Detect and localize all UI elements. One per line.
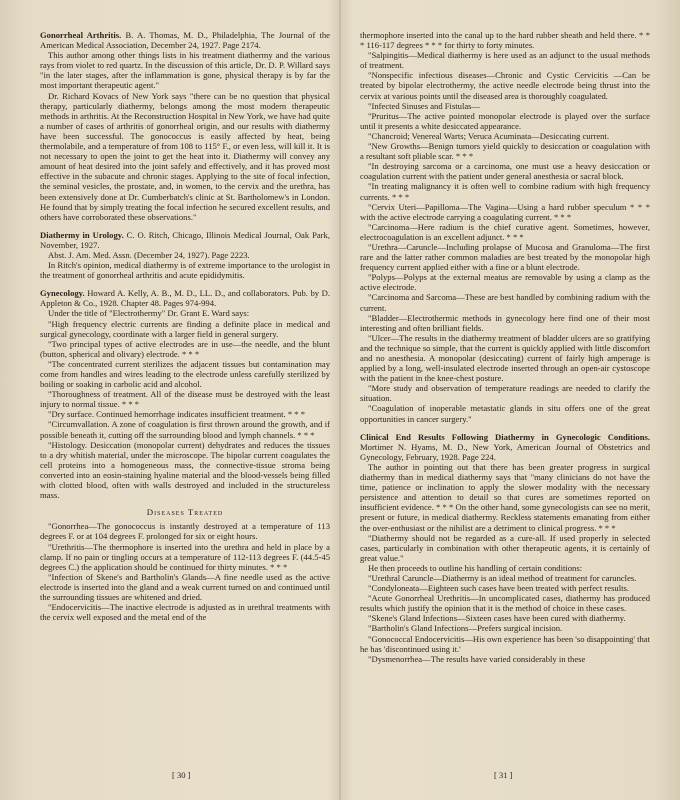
paragraph: The author in pointing out that there has been greater progress in surgical diathermy than in medical diathermy says that "many clinicians do not have the time, patience or inclination to apply the slower modality with the necessary persistence and attention to detail so that cures are sometimes reported on insufficient evidence. * * * On the other hand, some gynecologists can see no merit, present or future, in medical diathermy. Reckless statements emanating from either the over-enthusiast or the nihilist are a detriment to clinical progress. * * * <box>360 461 650 533</box>
paragraph: thermophore inserted into the canal up to the hard rubber sheath and held there. * * * 116-117 degrees * * * for thirty to forty minutes. <box>360 30 650 51</box>
paragraph: "Urethritis—The thermophore is inserted into the urethra and held in place by a clamp. If no pain or tingling occurs at a temperature of 112-113 degrees F. (44.5-45 degrees C.) the application should be continued for thirty minutes. * * * <box>40 541 330 572</box>
paragraph: "Salpingitis—Medical diathermy is here used as an adjunct to the usual methods of treatment. <box>360 50 650 71</box>
paragraph: Dr. Richard Kovacs of New York says "there can be no question that physical therapy, particularly diathermy, belongs among the most modern therapeutic methods in arthritis. At the Reconstruction Hospital in New York, we have had quite a number of cases of arthritis of gonorrheal origin, and our results with diathermy have been successful. The gonococcus is easily affected by heat, being thermolabile, and a temperature of from 108 to 115° F., or even less, will kill it. It is not necessary to open the joint to get the heat into it. Diathermy will convey any amount of heat desired into the joint safely and effectively, and it has proved most effective in the subacute and chronic stages. Applying to the site of focal infection, the seminal vesicles, the prostate, and, in women, to the cervix and the urethra, has been extensively done at Dr. Cumberbatch's clinic at St. Bartholomew's in London. He found that by simply treating the focal infection he secured excellent results, and others have corroborated these observations." <box>40 90 330 222</box>
paragraph: "Infected Sinuses and Fistulas— <box>368 100 481 111</box>
reference-clinical-end-results: Clinical End Results Following Diathermy in Gynecologic Conditions. Mortimer N. Hyams, M. D., New York, American Journal of Obstetrics and Gynecology, February, 1928. Page 224. <box>360 431 650 462</box>
paragraph: "Circumvallation. A zone of coagulation is first thrown around the growth, and if possible beneath it, cutting off the surrounding blood and lymph channels. * * * <box>40 419 330 440</box>
page-gutter <box>339 0 341 800</box>
paragraph: "Bladder—Electrothermic methods in gynecology here find one of their most interesting and often brilliant fields. <box>360 312 650 333</box>
paragraph: "Dry surface. Continued hemorrhage indicates insufficient treatment. * * * <box>48 409 306 420</box>
right-page-column <box>360 30 650 664</box>
paragraph: "Acute Gonorrheal Urethritis—In uncomplicated cases, diathermy has produced results which justify the opinion that it is the method of choice in these cases. <box>360 593 650 614</box>
paragraph: "In destroying sarcoma or a carcinoma, one must use a heavy desiccation or coagulation current with the patient under general anesthesia or sacral block. <box>360 161 650 182</box>
paragraph: "Two principal types of active electrodes are in use—the needle, and the blunt (button, spherical and olivary) electrode. * * * <box>40 338 330 359</box>
page-number-right: [ 31 ] <box>494 770 513 780</box>
paragraph: "Chancroid; Venereal Warts; Veruca Acuminata—Desiccating current. <box>368 130 609 141</box>
paragraph: "Bartholin's Gland Infections—Prefers surgical incision. <box>368 623 563 634</box>
paragraph: Abst. J. Am. Med. Assn. (December 24, 1927). Page 2223. <box>48 249 250 260</box>
paragraph: "Ulcer—The results in the diathermy treatment of bladder ulcers are so gratifying and the technique so simple, that the current is quickly applied with little discomfort and no anesthesia. A monopolar (desiccating) current of fairly high amperage is applied by a long, well-insulated electrode inserted through an open-air cystoscope with the patient in the knee-chest posture. <box>360 332 650 384</box>
paragraph: "Dysmenorrhea—The results have varied considerably in these <box>368 653 586 664</box>
paragraph: "In treating malignancy it is often well to combine radium with high frequency currents. * * * <box>360 181 650 202</box>
paragraph: "The concentrated current sterilizes the adjacent tissues but contamination may come from handles and wires leading to the electrode unless carefully sterilized by boiling or soaking in carbolic acid and alcohol. <box>40 358 330 390</box>
paragraph: "Pruritus—The active pointed monopolar electrode is played over the surface until it presents a white desiccated appearance. <box>360 110 650 131</box>
reference-gonorrheal-arthritis: Gonorrheal Arthritis. B. A. Thomas, M. D., Philadelphia, The Journal of the American Medical Association, December 24, 1927. Page 2174. <box>40 30 330 51</box>
paragraph: "Carcinoma and Sarcoma—These are best handled by combining radium with the current. <box>360 292 650 313</box>
paragraph: "More study and observation of temperature readings are needed to clarify the situation. <box>360 383 650 404</box>
paragraph: "Histology. Desiccation (monopolar current) dehydrates and reduces the tissues to a dry whitish material, under the microscope. The bipolar current coagulates the cell proteins into a homogeneous mass, the connective-tissue stroma being converted into an eosin-staining hyaline material and the blood-vessels being filled with clotted blood, often with walls destroyed and included in the structureless mass. <box>40 439 330 501</box>
paragraph: "New Growths—Benign tumors yield quickly to desiccation or coagulation with a resultant soft pliable scar. * * * <box>360 141 650 162</box>
paragraph: "Diathermy should not be regarded as a cure-all. If used properly in selected cases, particularly in combination with other therapeutic agents, it is certainly of great value." <box>360 532 650 563</box>
page-number-left: [ 30 ] <box>172 770 191 780</box>
paragraph: This author among other things lists in his treatment diathermy and the various rays from violet to red quartz. In the discussion of this article, Dr. D. P. Willard says "in the later stages, after the inflammation is gone, physical therapy is by far the most important therapeutic agent." <box>40 50 330 91</box>
paragraph: "Nonspecific infectious diseases—Chronic and Cystic Cervicitis —Can be treated by bipolar electrothermy, the active needle electrode being thrust into the cervix at various points until the diseased area is thoroughly coagulated. <box>360 70 650 101</box>
reference-diathermy-urology: Diathermy in Urology. C. O. Ritch, Chicago, Illinois Medical Journal, Oak Park, November, 1927. <box>40 229 330 250</box>
paragraph: "Infection of Skene's and Bartholin's Glands—A fine needle used as the active electrode is inserted into the gland and a weak current turned on and continued until the surrounding tissues are whitened and dried. <box>40 571 330 602</box>
paragraph: "Gonococcal Endocervicitis—His own experience has been 'so disappointing' that he has 'discontinued using it.' <box>360 633 651 654</box>
paragraph: "Urethral Caruncle—Diathermy is an ideal method of treatment for caruncles. <box>368 572 637 583</box>
paragraph: "Condyloneata—Eighteen such cases have been treated with perfect results. <box>368 583 629 594</box>
paragraph: "Urethra—Caruncle—Including prolapse of Mucosa and Granuloma—The first rare and the latter rather common maladies are best treated by the monopolar high frequency current applied either with a fine or a blunt electrode. <box>360 241 650 273</box>
paragraph: Under the title of "Electrothermy" Dr. Grant E. Ward says: <box>48 308 250 319</box>
paragraph: "Gonorrhea—The gonococcus is instantly destroyed at a temperature of 113 degrees F. or at 104 degrees F. prolonged for six or eight hours. <box>40 521 330 542</box>
left-page-column <box>40 30 330 622</box>
paragraph: "Thoroughness of treatment. All of the disease must be destroyed with the least injury to normal tissue. * * * <box>40 389 330 410</box>
paragraph: "Coagulation of inoperable metastatic glands in situ offers one of the great opportunities in cancer surgery." <box>360 403 650 424</box>
paragraph: "Carcinoma—Here radium is the chief curative agent. Sometimes, however, electrocoagulation is an excellent adjunct. * * * <box>360 221 650 242</box>
paragraph: "Skene's Gland Infections—Sixteen cases have been cured with diathermy. <box>368 613 626 624</box>
paragraph: He then proceeds to outline his handling of certain conditions: <box>368 562 583 573</box>
paragraph: "Cervix Uteri—Papilloma—The Vagina—Using a hard rubber speculum * * * with the active electrode carrying a coagulating current. * * * <box>360 201 650 222</box>
paragraph: "High frequency electric currents are finding a definite place in medical and surgical gynecology, coordinate with a larger field in general surgery. <box>40 318 330 339</box>
paragraph: In Ritch's opinion, medical diathermy is of extreme importance to the urologist in the treatment of gonorrheal arthritis and acute epididymitis. <box>40 260 330 281</box>
section-title-diseases-treated: Diseases Treated <box>146 507 224 518</box>
reference-gynecology: Gynecology. Howard A. Kelly, A. B., M. D., LL. D., and collaborators. Pub. by D. Appleton & Co., 1928. Chapter 48. Pages 974-994. <box>40 288 330 309</box>
paragraph: "Polyps—Polyps at the external meatus are removable by using a clamp as the active electrode. <box>360 272 650 293</box>
paragraph: "Endocervicitis—The inactive electrode is adjusted as in urethral treatments with the cervix well exposed and the metal end of the <box>40 602 330 623</box>
